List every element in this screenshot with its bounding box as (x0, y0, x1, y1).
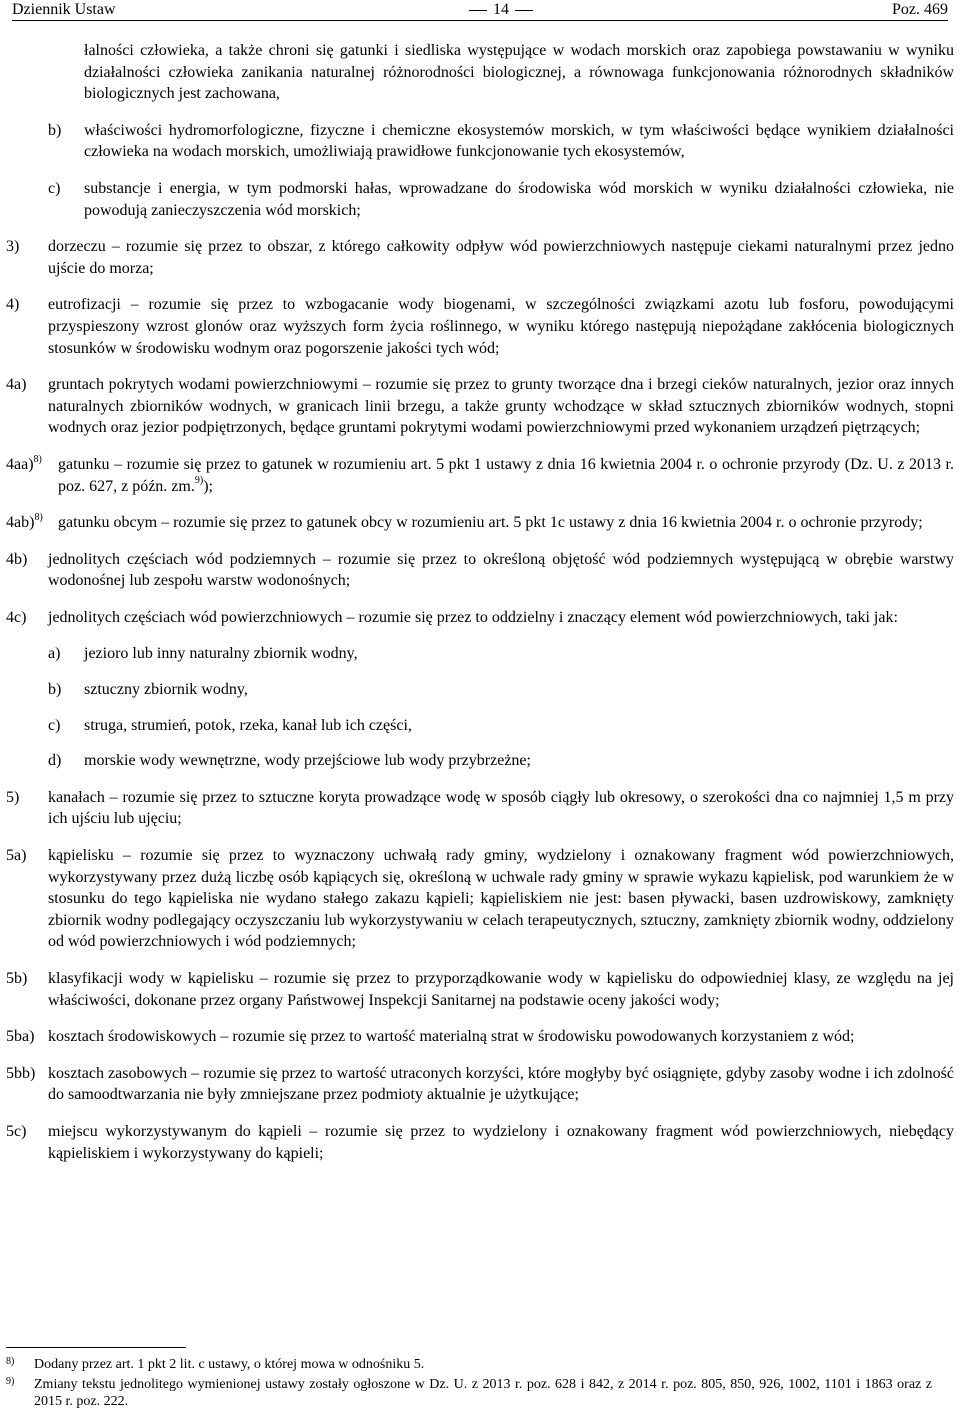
definition-3 (6, 236, 954, 279)
item-text: gatunku obcym – rozumie się przez to gatunek obcy w rozumieniu art. 5 pkt 1c ustawy z dnia 16 kwietnia 2004 r. o ochronie przyrody; (58, 514, 923, 532)
journal-title: Dziennik Ustaw (12, 1, 116, 18)
footnote-ref[interactable]: 8) (33, 453, 42, 465)
definition-4a (6, 374, 954, 439)
footnote-text: Zmiany tekstu jednolitego wymienionej ustawy zostały ogłoszone w Dz. U. z 2013 r. poz. 628 i 842, z 2014 r. poz. 805, 850, 926, 1002, 1101 i 1863 oraz z 2015 r. poz. 222. (34, 1377, 932, 1409)
item-text: kąpielisku – rozumie się przez to wyznaczony uchwałą rady gminy, wydzielony i oznakowany fragment wód powierzchniowych, wykorzystywany przez dużą liczbę osób kąpiących się, określoną w uchwale rady gminy w sprawie wykazu kąpielisk, pod warunkiem że w stosunku do tego kąpieliska nie wydano stałego zakazu kąpieli; kąpieliskiem nie jest: basen pływacki, basen uzdrowiskowy, zamknięty zbiornik wodny podlegający oczyszczaniu lub wykorzystywaniu w celach terapeutycznych, sztuczny, zamknięty zbiornik wodny, oddzielony od wód powierzchniowych i wód podziemnych; (48, 847, 954, 951)
item-label: 4c) (6, 608, 27, 626)
item-text: struga, strumień, potok, rzeka, kanał lub ich części, (84, 716, 412, 734)
item-label: 5bb) (6, 1064, 36, 1082)
item-label (6, 512, 48, 534)
item-label: 4a) (6, 376, 27, 394)
dash-left (469, 10, 487, 11)
list-item-4c-d (48, 750, 954, 772)
footnote-text: Dodany przez art. 1 pkt 2 lit. c ustawy, o której mowa w odnośniku 5. (34, 1357, 425, 1372)
item-label: 4b) (6, 550, 28, 568)
item-label: 3) (6, 238, 20, 256)
item-text: kosztach środowiskowych – rozumie się przez to wartość materialną strat w środowisku powodowanych korzystaniem z wód; (48, 1028, 855, 1046)
footnote-number: 9) (6, 1376, 15, 1387)
footnote-ref[interactable]: 9) (194, 475, 204, 487)
item-label: 5a) (6, 847, 27, 865)
item-label-text: 4ab) (6, 514, 35, 532)
item-label: 5c) (6, 1122, 27, 1140)
paragraph-continuation: łalności człowieka, a także chroni się gatunki i siedliska występujące w wodach morskich oraz zapobiega powstawaniu w wyniku działalności człowieka zanikania naturalnej różnorodności biologicznej, a równowaga funkcjonowania różnorodnych składników biologicznych jest zachowana, (84, 42, 954, 103)
item-text: jednolitych częściach wód powierzchniowych – rozumie się przez to oddzielny i znaczący element wód powierzchniowych, taki jak: (48, 608, 898, 626)
item-text: jednolitych częściach wód podziemnych – rozumie się przez to określoną objętość wód podziemnych występującą w obrębie warstwy wodonośnej lub zespołu warstw wodonośnych; (48, 550, 954, 590)
item-label: 5ba) (6, 1028, 35, 1046)
footnote (6, 1376, 932, 1410)
page-header (6, 0, 954, 22)
list-item-c (48, 178, 954, 221)
definition-5ba (6, 1026, 954, 1048)
item-label (6, 454, 48, 497)
item-text: substancje i energia, w tym podmorski hałas, wprowadzane do środowiska wód morskich w wyniku działalności człowieka, nie powodują zanieczyszczenia wód morskich; (84, 179, 954, 219)
definition-4aa (6, 454, 954, 497)
list-item-4c-b (48, 679, 954, 701)
item-text: klasyfikacji wody w kąpielisku – rozumie się przez to przyporządkowanie wody w kąpielisku do odpowiedniej klasy, ze względu na jej właściwości, dokonane przez organy Państwowej Inspekcji Sanitarnej na podstawie oceny jakości wody; (48, 970, 954, 1009)
definition-5 (6, 787, 954, 830)
item-text-end: ); (203, 477, 213, 495)
item-text: sztuczny zbiornik wodny, (84, 681, 248, 699)
footnote-separator (6, 1347, 186, 1348)
definition-4ab (6, 512, 954, 534)
item-label: 5b) (6, 970, 28, 987)
list-item-4c-c (48, 715, 954, 737)
definition-5a (6, 845, 954, 953)
definition-5c (6, 1121, 954, 1164)
item-label: d) (48, 752, 62, 770)
definition-4c (6, 607, 954, 629)
item-label: 5) (6, 788, 20, 806)
header-rule (12, 20, 948, 21)
item-text: gruntach pokrytych wodami powierzchniowymi – rozumie się przez to grunty tworzące dna i brzegi cieków naturalnych, jezior oraz innych naturalnych zbiorników wodnych, w granicach linii brzegu, a także grunty wchodzące w skład sztucznych zbiorników wodnych, stopni wodnych oraz jezior podpiętrzonych, będące gruntami pokrytymi wodami powierzchniowymi przed wykonaniem urządzeń piętrzących; (48, 376, 954, 437)
item-text: miejscu wykorzystywanym do kąpieli – rozumie się przez to wydzielony i oznakowany fragment wód powierzchniowych, niebędący kąpieliskiem i wykorzystywany do kąpieli; (48, 1122, 954, 1162)
item-text: eutrofizacji – rozumie się przez to wzbogacanie wody biogenami, w szczególności związkami azotu lub fosforu, powodującymi przyspieszony wzrost glonów oraz wyższych form życia roślinnego, w wyniku którego następują niepożądane zakłócenia biologicznych stosunków w środowisku wodnym oraz pogorszenie jakości tych wód; (48, 296, 954, 357)
item-label: b) (48, 121, 62, 139)
page-number-value: 14 (493, 1, 509, 18)
footnote-ref[interactable]: 8) (34, 511, 43, 523)
item-label: c) (48, 179, 61, 197)
document-body (6, 22, 954, 1164)
list-item-4c-a (48, 643, 954, 665)
definition-4 (6, 294, 954, 359)
footnotes (6, 1356, 932, 1413)
list-item-b (48, 120, 954, 163)
item-text: morskie wody wewnętrzne, wody przejściowe lub wody przybrzeżne; (84, 752, 531, 770)
item-text: jezioro lub inny naturalny zbiornik wodny, (84, 645, 358, 663)
item-text: właściwości hydromorfologiczne, fizyczne i chemiczne ekosystemów morskich, w tym właściwości będące wynikiem działalności człowieka na wodach morskich, umożliwiają prawidłowe funkcjonowanie tych ekosystemów, (84, 121, 954, 161)
page-number (456, 1, 546, 19)
footnote (6, 1356, 932, 1373)
item-text: kosztach zasobowych – rozumie się przez to wartość utraconych korzyści, które mogłyby być osiągnięte, gdyby zasoby wodne i ich zdolność do samoodtwarzania nie były zmniejszane przez podmioty aktualnie je użytkujące; (48, 1064, 954, 1104)
item-label: 4) (6, 296, 20, 314)
definition-4b (6, 549, 954, 592)
definition-5b (6, 968, 954, 1011)
item-text (48, 454, 954, 497)
dash-right (515, 10, 533, 11)
item-text: dorzeczu – rozumie się przez to obszar, z którego całkowity odpływ wód powierzchniowych następuje ciekami naturalnymi przez jedno ujście do morza; (48, 238, 954, 277)
item-label: b) (48, 681, 62, 699)
item-text-main: gatunku – rozumie się przez to gatunek w rozumieniu art. 5 pkt 1 ustawy z dnia 16 kwietnia 2004 r. o ochronie przyrody (Dz. U. z 2013 r. poz. 627, z późn. zm. (58, 455, 954, 495)
item-label: c) (48, 716, 61, 734)
item-text: kanałach – rozumie się przez to sztuczne koryta prowadzące wodę w sposób ciągły lub okresowy, o szerokości dna co najmniej 1,5 m przy ich ujściu lub ujęciu; (48, 788, 954, 828)
item-label: a) (48, 645, 61, 663)
footnote-number: 8) (6, 1356, 15, 1367)
definition-5bb (6, 1063, 954, 1106)
position-number: Poz. 469 (892, 1, 948, 18)
item-label-text: 4aa) (6, 455, 34, 473)
